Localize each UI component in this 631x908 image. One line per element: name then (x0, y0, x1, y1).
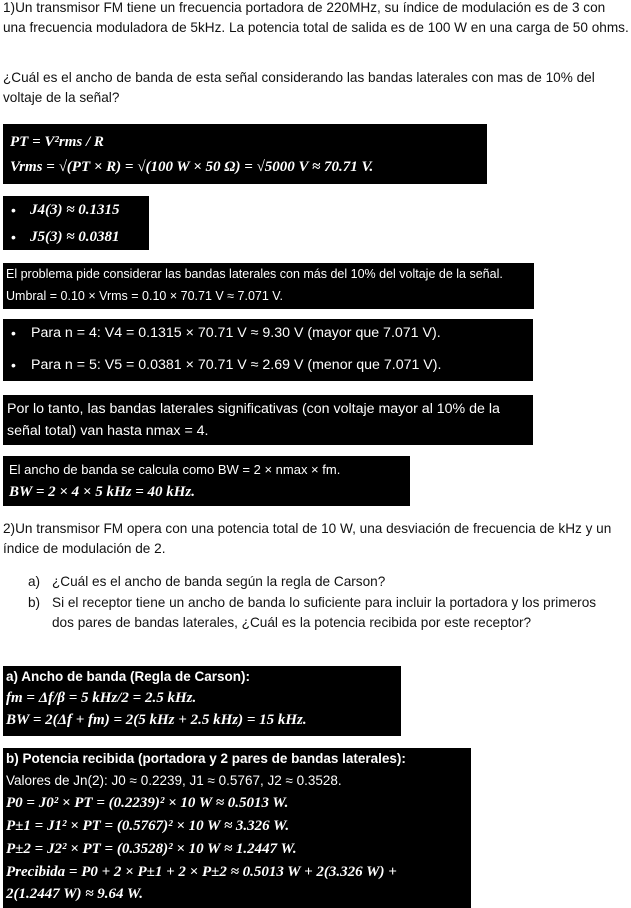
v4-line: Para n = 4: V4 = 0.1315 × 70.71 V ≈ 9.30 V (mayor que 7.071 V). (31, 325, 441, 341)
carson-title: a) Ancho de banda (Regla de Carson): (6, 669, 251, 684)
bandwidth-block (3, 456, 410, 506)
p0-line: P0 = J0² × PT = (0.2239)² × 10 W ≈ 0.5013 W. (6, 795, 289, 811)
j4-value: J4(3) ≈ 0.1315 (30, 202, 120, 218)
carson-bandwidth: BW = 2(Δf + fm) = 2(5 kHz + 2.5 kHz) = 15 kHz. (6, 712, 307, 728)
total-power-line-1: Precibida = P0 + 2 × P±1 + 2 × P±2 ≈ 0.5013 W + 2(3.326 W) + (6, 864, 397, 880)
bessel-values-line: Valores de Jn(2): J0 ≈ 0.2239, J1 ≈ 0.5767, J2 ≈ 0.3528. (6, 773, 342, 788)
bullet-icon: • (11, 202, 16, 218)
nmax-conclusion-block (3, 395, 533, 445)
conclusion-line-2: señal total) van hasta nmax = 4. (7, 423, 209, 439)
pt-formula: PT = V²rms / R (10, 134, 104, 150)
v5-line: Para n = 5: V5 = 0.0381 × 70.71 V ≈ 2.69 V (menor que 7.071 V). (31, 357, 442, 373)
vrms-formula-block (3, 124, 487, 184)
p2-line: P±2 = J2² × PT = (0.3528)² × 10 W ≈ 1.2447 W. (6, 841, 297, 857)
fm-formula: fm = Δf/β = 5 kHz/2 = 2.5 kHz. (6, 690, 197, 706)
received-power-block (3, 748, 471, 908)
threshold-formula: Umbral = 0.10 × Vrms = 0.10 × 70.71 V ≈ 7.071 V. (6, 289, 283, 303)
conclusion-line-1: Por lo tanto, las bandas laterales significativas (con voltaje mayor al 10% de la (7, 401, 500, 417)
received-power-title: b) Potencia recibida (portadora y 2 pares de bandas laterales): (6, 751, 406, 766)
bullet-icon: • (11, 357, 16, 373)
bessel-values-block (3, 196, 149, 250)
question-a-marker: a) (28, 574, 41, 589)
problem-1-question: ¿Cuál es el ancho de banda de esta señal considerando las bandas laterales con mas de 10% del voltaje de la señal? (3, 70, 595, 105)
question-a: ¿Cuál es el ancho de banda según la regla de Carson? (52, 574, 386, 589)
question-b-marker: b) (28, 595, 41, 610)
vrms-formula: Vrms = √(PT × R) = √(100 W × 50 Ω) = √5000 V ≈ 70.71 V. (10, 159, 374, 175)
j5-value: J5(3) ≈ 0.0381 (30, 229, 120, 245)
bandwidth-result: BW = 2 × 4 × 5 kHz = 40 kHz. (9, 484, 196, 500)
bandwidth-formula-intro: El ancho de banda se calcula como BW = 2 × nmax × fm. (9, 462, 341, 477)
threshold-block (3, 263, 534, 309)
sideband-voltages-block (3, 319, 533, 381)
carson-rule-block (3, 666, 401, 736)
threshold-intro: El problema pide considerar las bandas laterales con más del 10% del voltaje de la señal. (6, 267, 503, 281)
bullet-icon: • (11, 229, 16, 245)
total-power-line-2: 2(1.2447 W) ≈ 9.64 W. (6, 886, 143, 902)
p1-line: P±1 = J1² × PT = (0.5767)² × 10 W ≈ 3.326 W. (6, 818, 290, 834)
bullet-icon: • (11, 325, 16, 341)
problem-2-statement: 2)Un transmisor FM opera con una potencia total de 10 W, una desviación de frecuencia de kHz y un índice de modulación de 2. (3, 521, 612, 556)
problem-1-statement: 1)Un transmisor FM tiene un frecuencia portadora de 220MHz, su índice de modulación es de 3 con una frecuencia moduladora de 5kHz. La potencia total de salida es de 100 W en una carga de 50 ohms. (3, 0, 629, 35)
question-b: Si el receptor tiene un ancho de banda lo suficiente para incluir la portadora y los primeros dos pares de bandas laterales, ¿Cuál es la potencia recibida por este receptor? (52, 595, 597, 630)
